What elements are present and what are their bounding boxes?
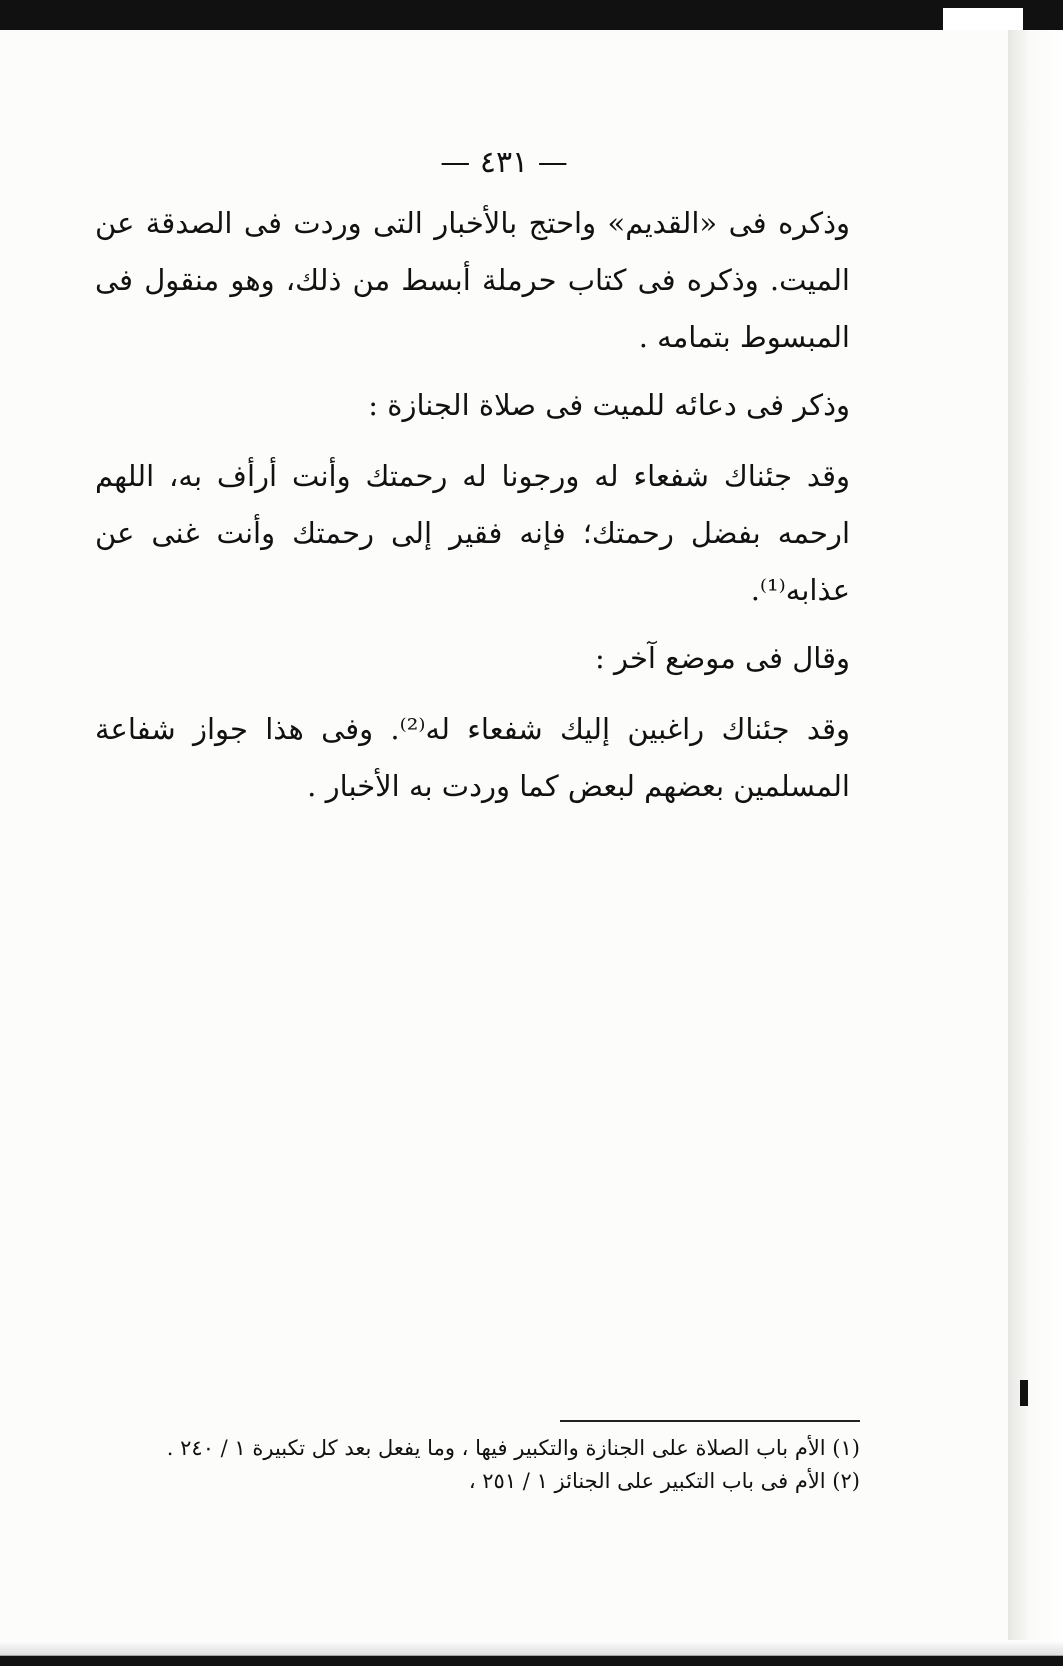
- paragraph-2: وذكر فى دعائه للميت فى صلاة الجنازة :: [368, 388, 850, 422]
- scan-top-edge: [0, 0, 1063, 30]
- footnote-divider: [560, 1420, 860, 1422]
- body-text: [95, 195, 850, 826]
- page-number: — ٤٣١ —: [440, 145, 568, 180]
- paragraph-3: وقد جئناك شفعاء له ورجونا له رحمتك وأنت أرأف به، اللهم ارحمه بفضل رحمتك؛ فإنه فقير إلى رحمتك وأنت غنى عن عذابه⁽¹⁾.: [95, 459, 850, 607]
- scan-bottom-edge: [0, 1640, 1063, 1666]
- spine-mark: [1020, 1380, 1028, 1406]
- paragraph-1: وذكره فى «القديم» واحتج بالأخبار التى وردت فى الصدقة عن الميت. وذكره فى كتاب حرملة أبسط من ذلك، وهو منقول فى المبسوط بتمامه .: [95, 206, 850, 354]
- book-spine: [1008, 30, 1063, 1640]
- paragraph-4: وقال فى موضع آخر :: [594, 641, 850, 675]
- footnote-1: (١) الأم باب الصلاة على الجنازة والتكبير فيها ، وما يفعل بعد كل تكبيرة ١ / ٢٤٠ .: [166, 1436, 860, 1460]
- footnotes: [166, 1432, 860, 1498]
- footnote-2: (٢) الأم فى باب التكبير على الجنائز ١ / ٢٥١ ،: [468, 1469, 860, 1493]
- paragraph-5: وقد جئناك راغبين إليك شفعاء له⁽²⁾. وفى هذا جواز شفاعة المسلمين بعضهم لبعض كما وردت به الأخبار .: [95, 712, 850, 803]
